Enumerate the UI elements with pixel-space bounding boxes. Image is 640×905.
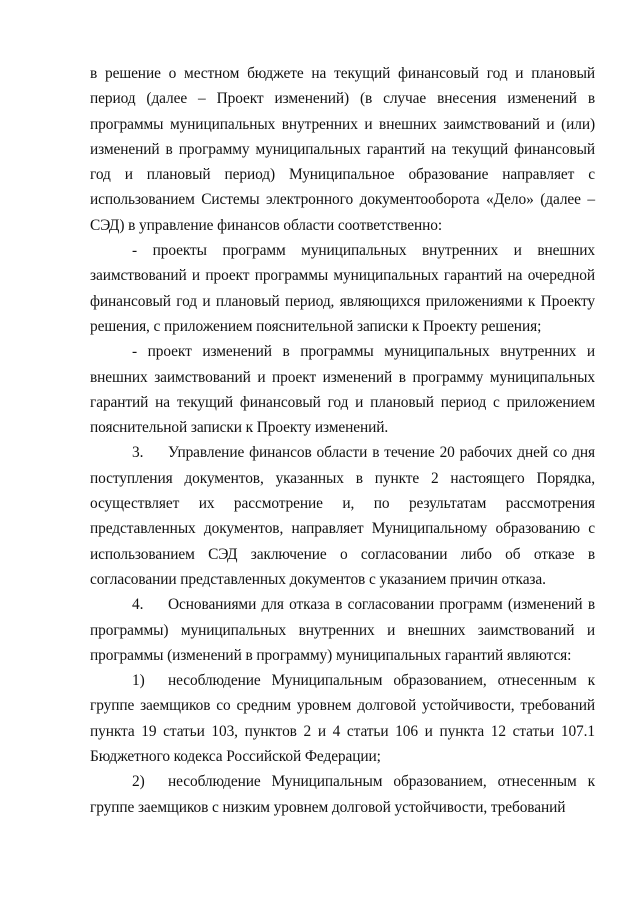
subitem-number: 2) (132, 773, 145, 791)
paragraph-text: несоблюдение Муниципальным образованием, отнесенным к группе заемщиков со средним уровнем долговой устойчивости, требований пункта 19 статьи 103, пунктов 2 и 4 статьи 106 и пункта 12 статьи 107.1 Бюджетного кодекса Российской Федерации; (90, 672, 595, 766)
item-number: 3. (132, 444, 144, 462)
paragraph-bullet-2: - проект изменений в программы муниципальных внутренних и внешних заимствований и проект изменений в программу муниципальных гарантий на текущий финансовый год и плановый период с приложением пояснительной записки к Проекту изменений. (90, 343, 595, 437)
paragraph-text: Основаниями для отказа в согласовании программ (изменений в программы) муниципальных внутренних и внешних заимствований и программы (изменений в программу) муниципальных гарантий являются: (90, 596, 595, 664)
paragraph-item-4 (90, 592, 595, 668)
item-number: 4. (132, 596, 144, 614)
paragraph-subitem-2 (90, 769, 595, 820)
paragraph-text: Управление финансов области в течение 20 рабочих дней со дня поступления документов, указанных в пункте 2 настоящего Порядка, осуществляет их рассмотрение и, по результатам рассмотрения представленных документов, направляет Муниципальному образованию с использованием СЭД заключение о согласовании либо об отказе в согласовании представленных документов с указанием причин отказа. (90, 444, 595, 588)
paragraph-text: несоблюдение Муниципальным образованием, отнесенным к группе заемщиков с низким уровнем долговой устойчивости, требований (90, 773, 595, 816)
document-body (90, 61, 595, 820)
paragraph-subitem-1 (90, 668, 595, 769)
paragraph-continuation: в решение о местном бюджете на текущий финансовый год и плановый период (далее – Проект изменений) (в случае внесения изменений в программы муниципальных внутренних и внешних заимствований и (или) изменений в программу муниципальных гарантий на текущий финансовый год и плановый период) Муниципальное образование направляет с использованием Системы электронного документооборота «Дело» (далее – СЭД) в управление финансов области соответственно: (90, 65, 595, 234)
subitem-number: 1) (132, 672, 145, 690)
paragraph-bullet-1: - проекты программ муниципальных внутренних и внешних заимствований и проект программы муниципальных гарантий на очередной финансовый год и плановый период, являющихся приложениями к Проекту решения, с приложением пояснительной записки к Проекту решения; (90, 242, 595, 335)
paragraph-item-3 (90, 440, 595, 592)
